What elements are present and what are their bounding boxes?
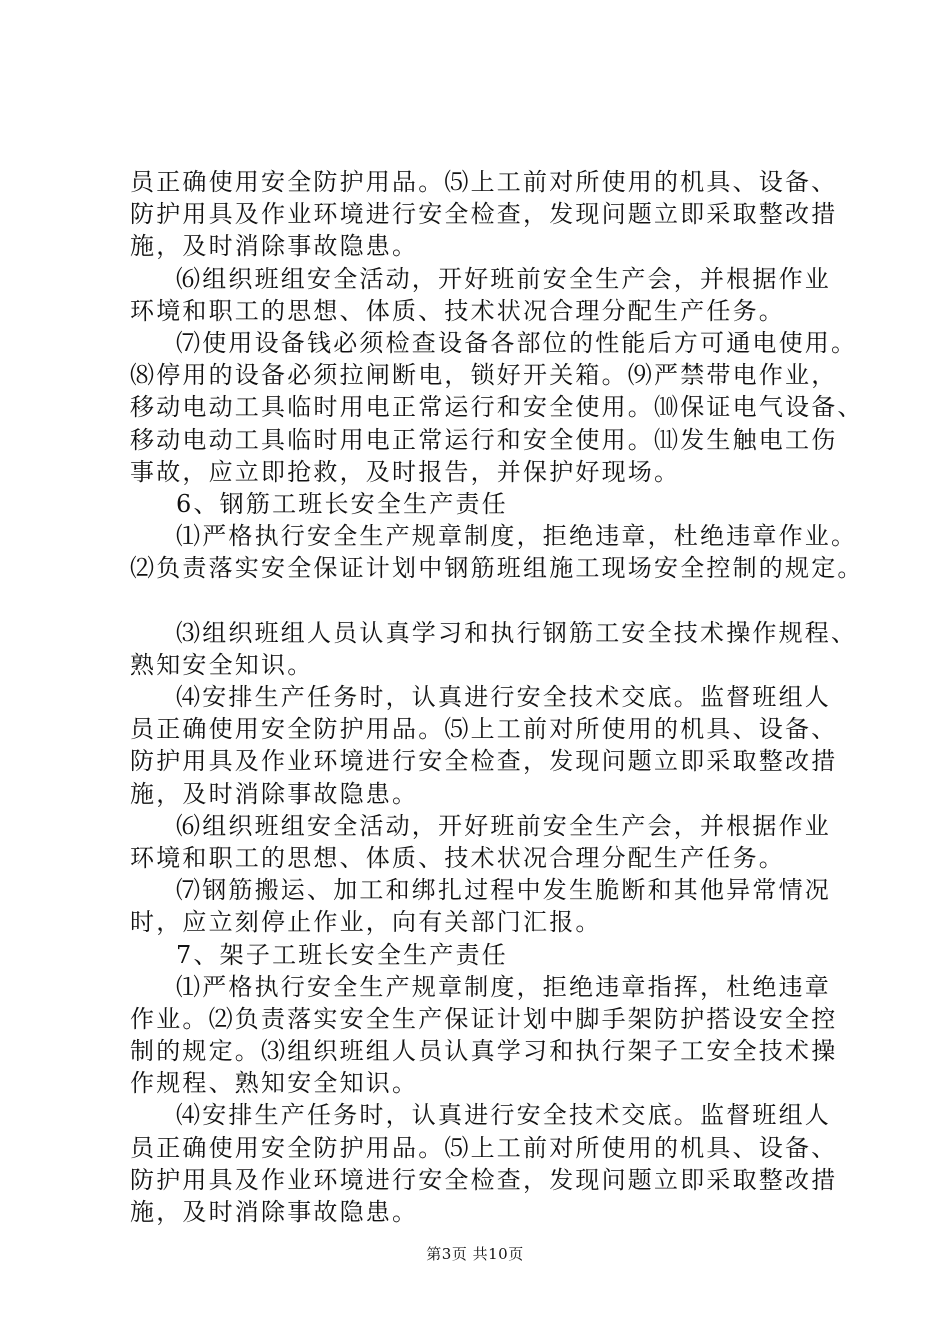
text-line: ⑵负责落实安全保证计划中钢筋班组施工现场安全控制的规定。 — [130, 554, 864, 583]
text-line: ⑺使用设备钱必须检查设备各部位的性能后方可通电使用。 — [176, 328, 858, 357]
text-line: 防护用具及作业环境进行安全检查，发现问题立即采取整改措 — [130, 1165, 838, 1194]
text-line: 作业。⑵负责落实安全生产保证计划中脚手架防护搭设安全控 — [130, 1004, 838, 1033]
text-line: ⑶组织班组人员认真学习和执行钢筋工安全技术操作规程、 — [176, 618, 858, 647]
section-heading: 7、架子工班长安全生产责任 — [176, 940, 508, 969]
text-line: 制的规定。⑶组织班组人员认真学习和执行架子工安全技术操 — [130, 1037, 838, 1066]
text-line: 熟知安全知识。 — [130, 650, 314, 679]
document-body — [130, 166, 864, 1228]
page-footer: 第3页 共10页 — [426, 1245, 524, 1263]
text-line: 防护用具及作业环境进行安全检查，发现问题立即采取整改措 — [130, 200, 838, 229]
text-line: 员正确使用安全防护用品。⑸上工前对所使用的机具、设备、 — [130, 715, 838, 744]
text-line: ⑷安排生产任务时，认真进行安全技术交底。监督班组人 — [176, 1101, 831, 1130]
text-line: 移动电动工具临时用电正常运行和安全使用。⑾发生触电工伤 — [130, 425, 838, 454]
text-line: ⑺钢筋搬运、加工和绑扎过程中发生脆断和其他异常情况 — [176, 876, 831, 905]
text-line: 防护用具及作业环境进行安全检查，发现问题立即采取整改措 — [130, 747, 838, 776]
text-line: 环境和职工的思想、体质、技术状况合理分配生产任务。 — [130, 296, 785, 325]
text-line: 作规程、熟知安全知识。 — [130, 1069, 419, 1098]
text-line: 环境和职工的思想、体质、技术状况合理分配生产任务。 — [130, 843, 785, 872]
text-line: 时，应立刻停止作业，向有关部门汇报。 — [130, 908, 602, 937]
text-line: ⑹组织班组安全活动，开好班前安全生产会，并根据作业 — [176, 264, 831, 293]
text-line: 施，及时消除事故隐患。 — [130, 232, 419, 261]
text-line: 员正确使用安全防护用品。⑸上工前对所使用的机具、设备、 — [130, 1133, 838, 1162]
text-line: 移动电动工具临时用电正常运行和安全使用。⑽保证电气设备、 — [130, 393, 864, 422]
text-line: ⑴严格执行安全生产规章制度，拒绝违章，杜绝违章作业。 — [176, 522, 858, 551]
text-line: ⑹组织班组安全活动，开好班前安全生产会，并根据作业 — [176, 811, 831, 840]
blank-line — [130, 584, 850, 616]
text-line: 施，及时消除事故隐患。 — [130, 779, 419, 808]
text-line: 事故，应立即抢救，及时报告，并保护好现场。 — [130, 457, 681, 486]
text-line: 员正确使用安全防护用品。⑸上工前对所使用的机具、设备、 — [130, 168, 838, 196]
text-line: 施，及时消除事故隐患。 — [130, 1198, 419, 1226]
text-line: ⑴严格执行安全生产规章制度，拒绝违章指挥，杜绝违章 — [176, 972, 831, 1001]
text-line: ⑻停用的设备必须拉闸断电，锁好开关箱。⑼严禁带电作业， — [130, 361, 838, 390]
text-line: ⑷安排生产任务时，认真进行安全技术交底。监督班组人 — [176, 683, 831, 711]
section-heading: 6、钢筋工班长安全生产责任 — [176, 489, 508, 518]
